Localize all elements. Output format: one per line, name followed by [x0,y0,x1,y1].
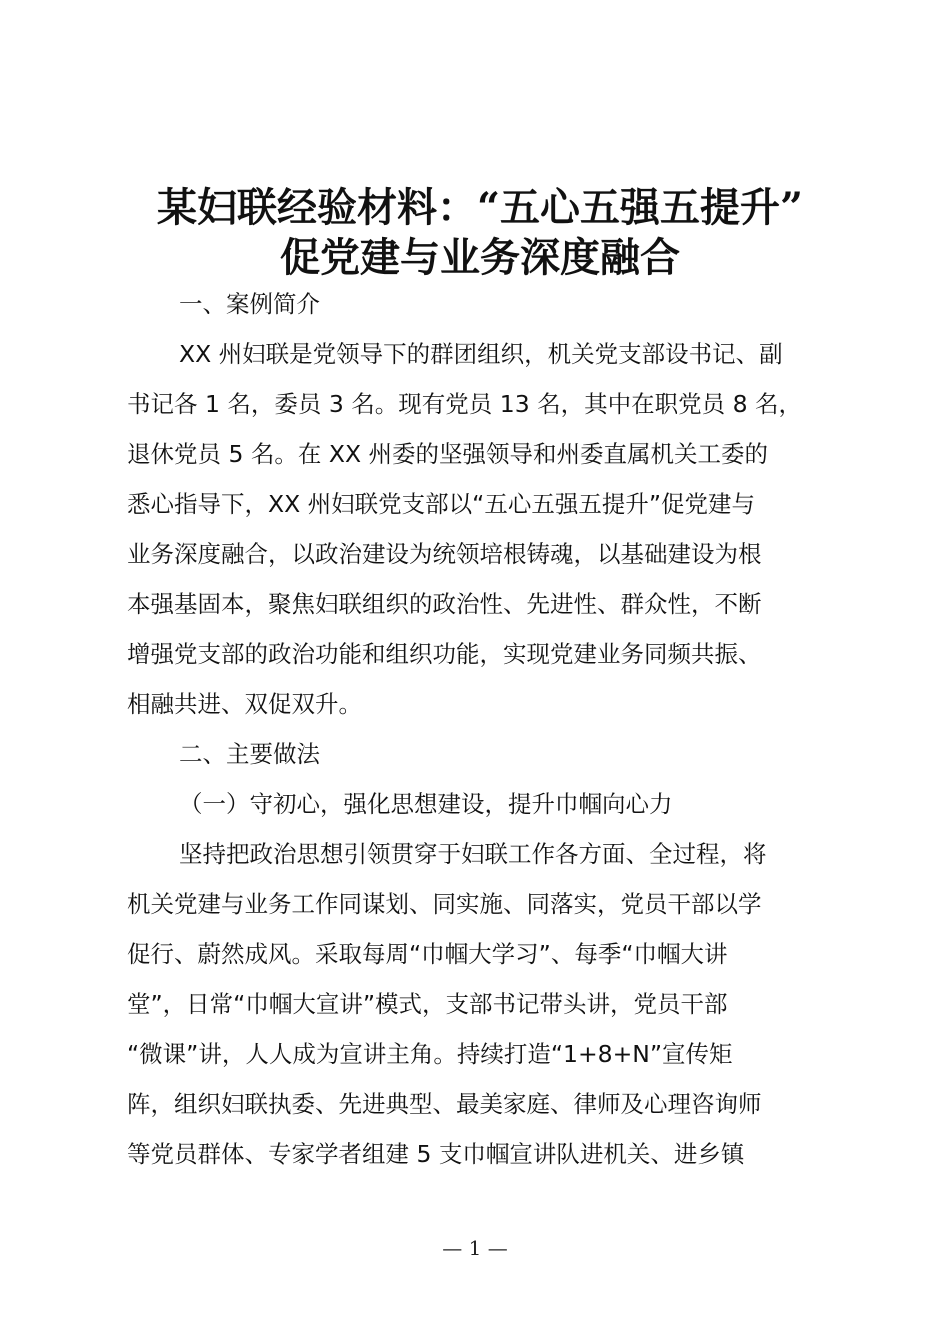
paragraph-line: 相融共进、双促双升。 [127,690,362,718]
document-title-line-2: 促党建与业务深度融合 [280,234,680,281]
paragraph-line: 等党员群体、专家学者组建 5 支巾帼宣讲队进机关、进乡镇 [127,1140,745,1168]
paragraph-line: 书记各 1 名，委员 3 名。现有党员 13 名，其中在职党员 8 名， [127,390,803,418]
paragraph-line: 增强党支部的政治功能和组织功能，实现党建业务同频共振、 [127,640,762,668]
paragraph-line: 退休党员 5 名。在 XX 州委的坚强领导和州委直属机关工委的 [127,440,769,468]
paragraph-line: 堂”，日常“巾帼大宣讲”模式，支部书记带头讲，党员干部 [127,990,728,1018]
page-number: — 1 — [442,1236,508,1260]
section-heading-main-practices: 二、主要做法 [179,740,320,768]
paragraph-line: 坚持把政治思想引领贯穿于妇联工作各方面、全过程，将 [179,840,767,868]
subsection-heading: （一）守初心，强化思想建设，提升巾帼向心力 [179,790,673,818]
paragraph-line: 促行、蔚然成风。采取每周“巾帼大学习”、每季“巾帼大讲 [127,940,728,968]
paragraph-line: 机关党建与业务工作同谋划、同实施、同落实，党员干部以学 [127,890,762,918]
paragraph-line: “微课”讲，人人成为宣讲主角。持续打造“1+8+N”宣传矩 [127,1040,733,1068]
section-heading-case-intro: 一、案例简介 [179,290,320,318]
paragraph-line: 本强基固本，聚焦妇联组织的政治性、先进性、群众性，不断 [127,590,762,618]
document-title-line-1: 某妇联经验材料：“五心五强五提升” [156,184,803,231]
paragraph-line: XX 州妇联是党领导下的群团组织，机关党支部设书记、副 [179,340,783,368]
paragraph-line: 悉心指导下，XX 州妇联党支部以“五心五强五提升”促党建与 [127,490,756,518]
paragraph-line: 业务深度融合，以政治建设为统领培根铸魂，以基础建设为根 [127,540,762,568]
paragraph-line: 阵，组织妇联执委、先进典型、最美家庭、律师及心理咨询师 [127,1090,762,1118]
